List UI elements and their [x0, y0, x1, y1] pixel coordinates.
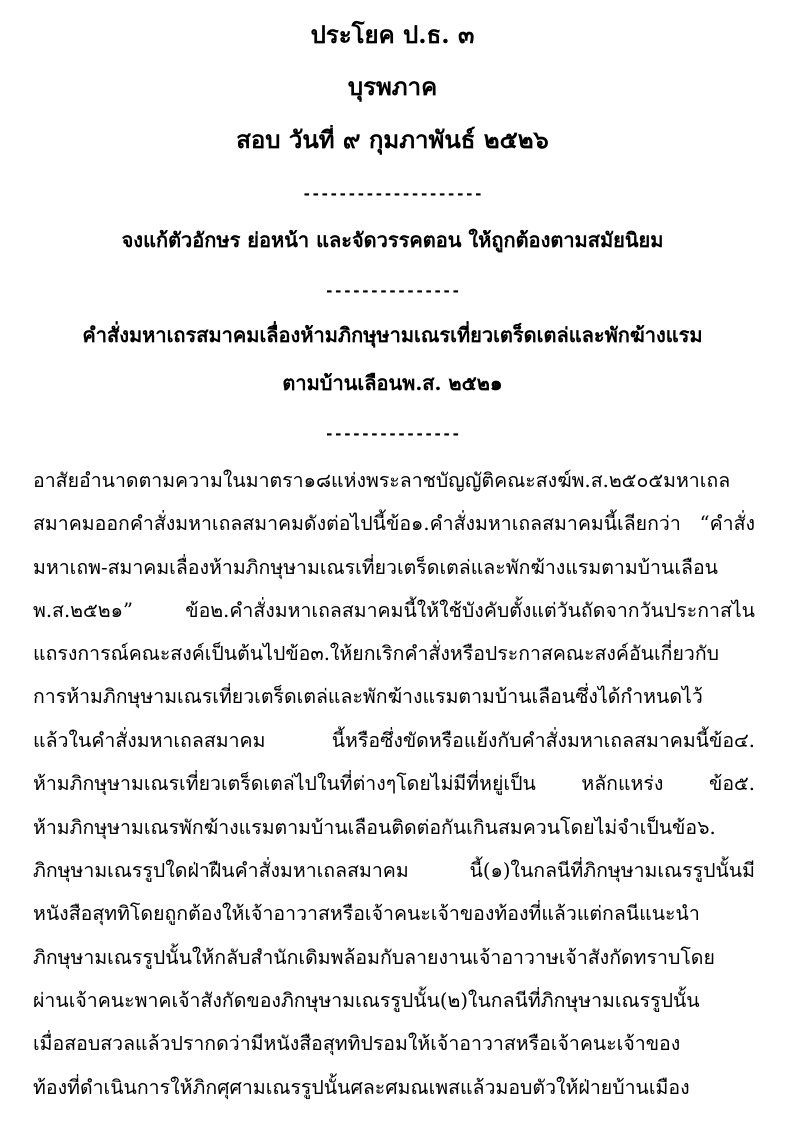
heading-line: ตามบ้านเลือนพ.ส. ๒๕๒๑ [282, 371, 503, 395]
body-text-line: หนังสือสุททิโดยถูกต้องให้เจ้าอาวาสหรือเจ้าคนะเจ้าของท้องที่แล้วแต่กลนีแนะนำ [33, 902, 700, 925]
body-text-line: ผ่านเจ้าคนะพาคเจ้าสังกัดของภิกษุษามเณรรูปนั้น(๒)ในกลนีที่ภิกษุษามเณรรูปนั้น [33, 989, 700, 1012]
body-text-line: อาสัยอำนาดตามความในมาตรา๑๘แห่งพระลาชบัญญัติคณะสงฆ์พ.ส.๒๕๐๕มหาเถล [33, 469, 731, 492]
body-text-line: มหาเถพ-สมาคมเลื่องห้ามภิกษุษามเณรเที่ยวเตร็ดเตล่และพักฆ้างแรมตามบ้านเลือน [33, 556, 718, 579]
body-text-line: แถรงการณ์คณะสงค์เป็นต้นไปข้อ๓.ให้ยกเริกคำสั่งหรือประกาสคณะสงค์อันเกี่ยวกับ [33, 642, 720, 665]
exam-date: สอบ วันที่ ๙ กุมภาพันธ์ ๒๕๒๖ [236, 125, 549, 154]
body-text-line: ท้องที่ดำเนินการให้ภิกศุศามเณรรูปนั้นศละศมณเพสแล้วมอบตัวให้ฝ่ายบ้านเมือง [33, 1076, 690, 1099]
body-text-line: ห้ามภิกษุษามเณรเที่ยวเตร็ดเตล่ไปในที่ต่างๆโดยไม่มีที่หยู่เป็น หลักแหร่ง ข้อ๕. [33, 772, 755, 795]
body-text-line: ภิกษุษามเณรรูปใดฝ่าฝืนคำสั่งมหาเถลสมาคม นี้(๑)ในกลนีที่ภิกษุษามเณรรูปนั้นมี [33, 859, 755, 882]
body-text-line: สมาคมออกคำสั่งมหาเถลสมาคมดังต่อไปนี้ข้อ๑.คำสั่งมหาเถลสมาคมนี้เลียกว่า “คำสั่ง [33, 512, 755, 535]
body-text-line: เมื่อสอบสวลแล้วปรากดว่ามีหนังสือสุททิปรอมให้เจ้าอาวาสหรือเจ้าคนะเจ้าของ [33, 1032, 681, 1055]
body-text-line: ห้ามภิกษุษามเณรพักฆ้างแรมตามบ้านเลือนติดต่อกันเกินสมควนโดยไม่จำเป็นข้อ๖. [33, 816, 716, 839]
body-text-line: พ.ส.๒๕๒๑” ข้อ๒.คำสั่งมหาเถลสมาคมนี้ให้ใช้บังคับตั้งแต่วันถัดจากวันประกาสไน [33, 599, 755, 622]
body-text-line: แล้วในคำสั่งมหาเถลสมาคม นี้หรือซึ่งขัดหรือแย้งกับคำสั่งมหาเถลสมาคมนี้ข้อ๔. [33, 729, 755, 752]
separator-line: -------------------- [302, 185, 483, 203]
heading-line: คำสั่งมหาเถรสมาคมเลื่องห้ามภิกษุษามเณรเที่ยวเตร็ดเตล่และพักฆ้างแรม [82, 323, 703, 347]
separator-line: --------------- [324, 425, 461, 443]
separator-line: --------------- [324, 282, 461, 300]
body-text-line: การห้ามภิกษุษามเณรเที่ยวเตร็ดเตล่และพักฆ้างแรมตามบ้านเลือนซึ่งได้กำหนดไว้ [33, 685, 703, 708]
exam-level-title: ประโยค ป.ธ. ๓ [310, 20, 475, 49]
exam-subject: บุรพภาค [347, 72, 438, 101]
instruction-text: จงแก้ตัวอักษร ย่อหน้า และจัดวรรคตอน ให้ถูกต้องตามสมัยนิยม [121, 228, 664, 252]
body-text-line: ภิกษุษามเณรรูปนั้นให้กลับสำนักเดิมพล้อมกับลายงานเจ้าอาวาษเจ้าสังกัดทราบโดย [33, 946, 715, 969]
